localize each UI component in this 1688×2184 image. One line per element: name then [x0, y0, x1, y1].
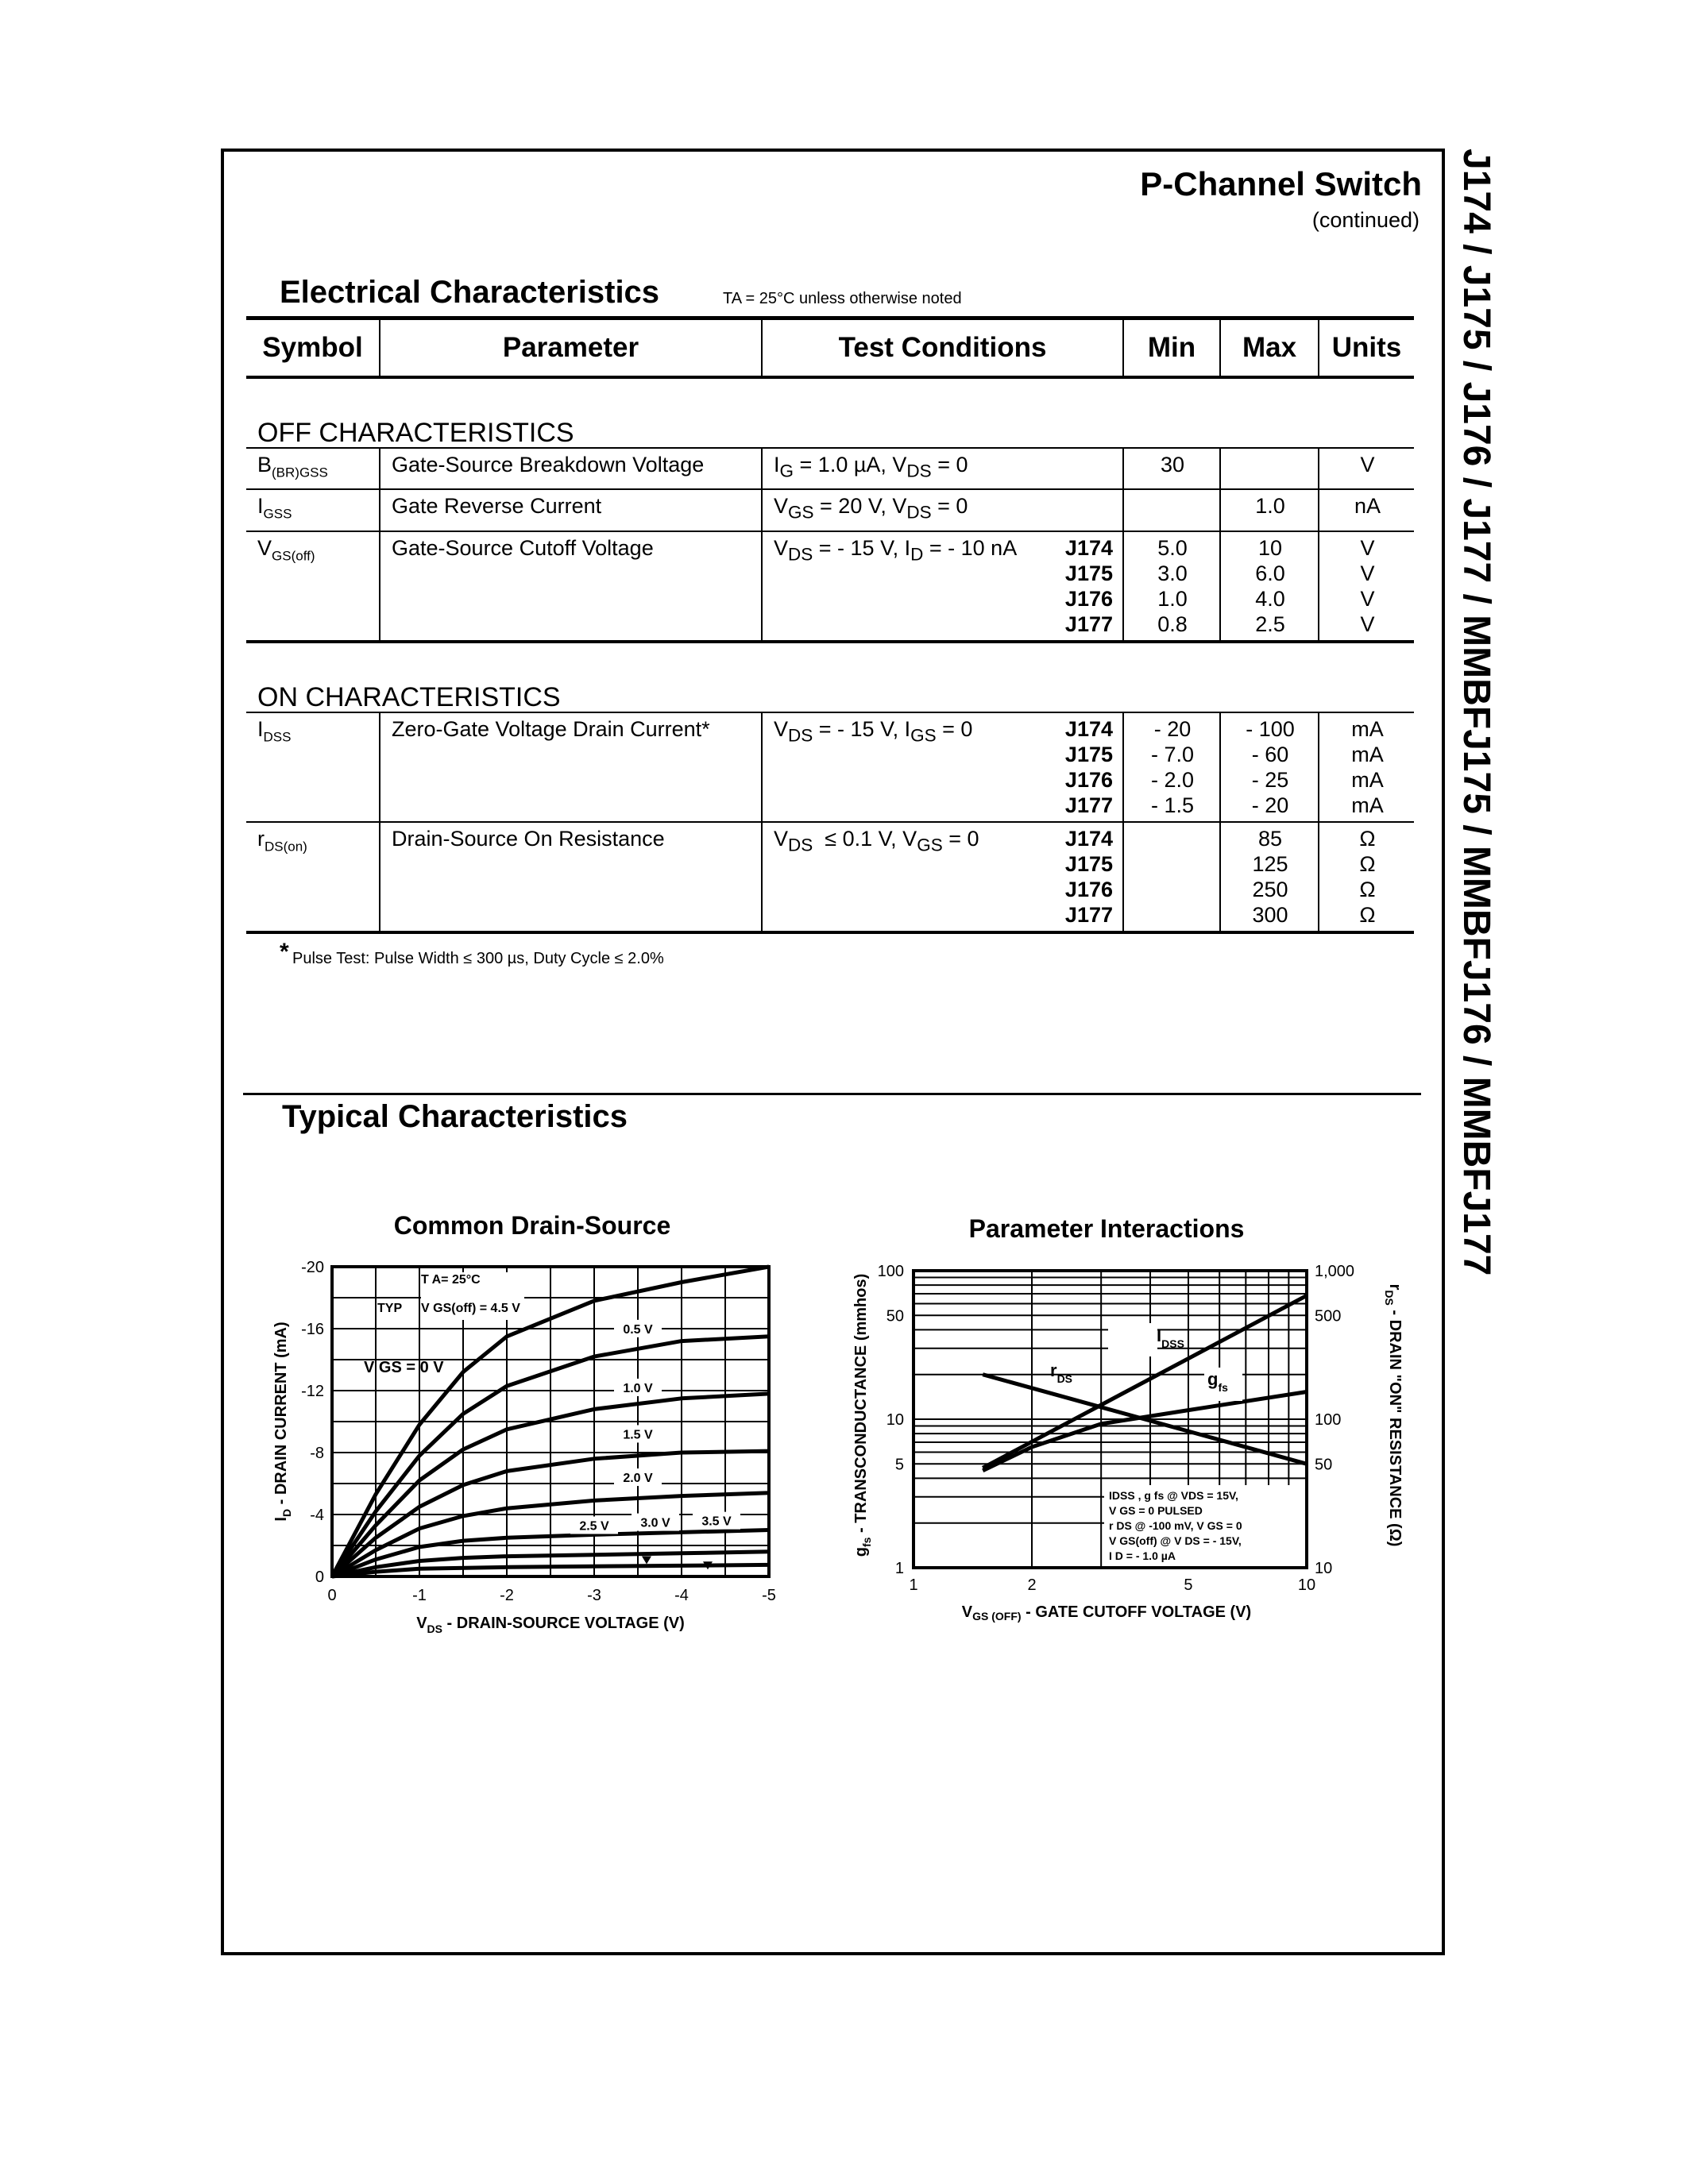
cell-max: - 100 - 60 - 25 - 20	[1220, 712, 1319, 822]
condition-text: $I_G = 1.0$ µA, $V_{DS} = 0$	[774, 453, 968, 481]
on-characteristics-heading	[246, 642, 1414, 712]
footnote: Pulse Test: Pulse Width ≤ 300 µs, Duty Cycle ≤ 2.0%	[292, 950, 664, 967]
condition-text: $V_{DS}$ = - 15 V, $I_D$ = - 10 nA	[774, 535, 1018, 565]
cell-symbol	[246, 822, 380, 932]
cell-parameter: Gate Reverse Current	[380, 489, 762, 531]
cell-max: 85 125 250 300	[1220, 822, 1319, 932]
cell-test-conditions	[762, 822, 1123, 932]
symbol-main: I	[257, 494, 264, 519]
symbol-main: I	[257, 716, 264, 741]
chart1-x-tick: -1	[412, 1587, 427, 1604]
electrical-table	[246, 316, 1414, 934]
cell-parameter: Gate-Source Breakdown Voltage	[380, 448, 762, 489]
col-min: Min	[1123, 318, 1220, 378]
col-units: Units	[1319, 318, 1414, 378]
chart2-condition-line: V GS = 0 PULSED	[1109, 1504, 1203, 1517]
cell-test-conditions	[762, 489, 1123, 531]
page-subtitle: (continued)	[1311, 208, 1420, 232]
chart2-y-tick: 50	[886, 1307, 904, 1325]
on-characteristics-heading-title: ON CHARACTERISTICS	[257, 681, 561, 712]
part-numbers: J174 J175 J176 J177	[1064, 826, 1113, 927]
chart1-x-tick: -2	[500, 1587, 514, 1604]
symbol-subscript: GSS	[263, 506, 292, 522]
table-row	[246, 448, 1414, 489]
chart-common-drain-source	[262, 1207, 802, 1644]
chart1-curve-label: 2.5 V	[579, 1519, 609, 1534]
cell-max: 1.0	[1220, 489, 1319, 531]
chart1-x-tick: -5	[762, 1587, 776, 1604]
cell-parameter: Drain-Source On Resistance	[380, 822, 762, 932]
chart2-y2-axis-label: $r_{DS}$ - DRAIN "ON" RESISTANCE (Ω)	[1383, 1283, 1404, 1547]
chart2-x-tick: 2	[1027, 1576, 1037, 1594]
cell-units: V	[1319, 448, 1414, 489]
chart2-condition-line: V GS(off) @ V DS = - 15V,	[1109, 1534, 1242, 1547]
col-test-conditions: Test Conditions	[762, 318, 1123, 378]
chart1-x-tick: 0	[327, 1587, 337, 1604]
col-symbol: Symbol	[262, 332, 363, 363]
cell-symbol	[246, 489, 380, 531]
chart2-gfs-label: $g_{fs}$	[1207, 1369, 1228, 1394]
chart2-idss-label-bg	[1108, 1323, 1157, 1356]
chart2-y-ticks	[878, 1263, 904, 1577]
off-characteristics-heading	[246, 377, 1414, 448]
cell-max	[1220, 448, 1319, 489]
chart1-vgs0-label: V GS = 0 V	[364, 1359, 444, 1376]
chart1-curve-label: 0.5 V	[623, 1322, 653, 1337]
chart1-curve-label: 1.5 V	[623, 1428, 653, 1442]
chart2-y-axis-label: $g_{fs}$ - TRANSCONDUCTANCE (mmhos)	[852, 1273, 873, 1557]
chart2-y-tick: 1	[894, 1560, 904, 1577]
part-numbers: J174 J175 J176 J177	[1064, 716, 1113, 817]
symbol-subscript: DSS	[263, 729, 292, 745]
table-row	[246, 531, 1414, 642]
chart1-y-tick: 0	[315, 1569, 324, 1586]
symbol-main: r	[257, 826, 265, 851]
chart2-condition-line: I D = - 1.0 µA	[1109, 1549, 1176, 1562]
cell-test-conditions	[762, 531, 1123, 642]
chart1-curve-label: 3.0 V	[640, 1516, 670, 1530]
chart2-x-tick: 5	[1184, 1576, 1193, 1594]
chart2-x-axis-label: $V_{GS (OFF)}$ - GATE CUTOFF VOLTAGE (V)	[961, 1603, 1252, 1623]
chart2-x-tick: 10	[1297, 1576, 1316, 1594]
chart1-y-tick: -8	[310, 1445, 324, 1462]
chart1-y-tick: -20	[301, 1259, 324, 1276]
cell-units: mA mA mA mA	[1319, 712, 1414, 822]
chart1-y-tick: -16	[301, 1321, 324, 1338]
chart1-x-ticks	[327, 1587, 775, 1604]
condition-text: $V_{DS}$ = - 15 V, $I_{GS} = 0$	[774, 716, 973, 746]
chart1-title: Common Drain-Source	[393, 1211, 671, 1240]
chart1-y-ticks	[301, 1259, 324, 1586]
chart1-x-tick: -3	[587, 1587, 601, 1604]
chart1-annotation-typ: TYP	[377, 1302, 403, 1315]
chart2-y-tick: 5	[894, 1456, 904, 1474]
chart2-condition-line: IDSS , g fs @ VDS = 15V,	[1109, 1489, 1238, 1502]
chart1-x-axis-label: $V_{DS}$ - DRAIN-SOURCE VOLTAGE (V)	[416, 1615, 685, 1635]
chart2-y-tick: 10	[886, 1411, 904, 1429]
cell-units: V V V V	[1319, 531, 1414, 642]
chart1-y-tick: -12	[301, 1383, 324, 1400]
table-row	[246, 712, 1414, 822]
typical-heading: Typical Characteristics	[282, 1099, 628, 1134]
cell-min: - 20 - 7.0 - 2.0 - 1.5	[1123, 712, 1220, 822]
chart2-y2-tick: 50	[1315, 1456, 1333, 1474]
chart1-curve-label: 3.5 V	[701, 1515, 732, 1529]
chart-parameter-interactions	[842, 1207, 1430, 1652]
chart2-y2-ticks	[1315, 1263, 1354, 1577]
col-max: Max	[1220, 318, 1319, 378]
chart1-annotation-vgsoff: V GS(off) = 4.5 V	[421, 1302, 520, 1315]
chart2-y2-tick: 10	[1315, 1560, 1333, 1577]
cell-min	[1123, 822, 1220, 932]
chart2-x-tick: 1	[909, 1576, 918, 1594]
chart1-y-axis-label: $I_D$ - DRAIN CURRENT (mA)	[272, 1322, 293, 1522]
side-part-text: J174 / J175 / J176 / J177 / MMBFJ175 / MMBFJ176 / MMBFJ177	[1455, 149, 1497, 1276]
cell-max: 10 6.0 4.0 2.5	[1220, 531, 1319, 642]
chart2-y2-tick: 500	[1315, 1307, 1342, 1325]
chart1-curve-label: 2.0 V	[623, 1472, 653, 1486]
footnote-star: *	[280, 939, 289, 965]
symbol-main: B	[257, 453, 272, 477]
chart1-arrow-marker	[642, 1556, 651, 1564]
cell-min	[1123, 489, 1220, 531]
cell-parameter: Zero-Gate Voltage Drain Current*	[380, 712, 762, 822]
cell-parameter: Gate-Source Cutoff Voltage	[380, 531, 762, 642]
cell-symbol	[246, 448, 380, 489]
chart2-y2-tick: 1,000	[1315, 1263, 1355, 1280]
cell-test-conditions	[762, 712, 1123, 822]
symbol-subscript: (BR)GSS	[272, 465, 328, 480]
col-parameter: Parameter	[380, 318, 762, 378]
chart1-x-tick: -4	[674, 1587, 689, 1604]
symbol-subscript: GS(off)	[272, 548, 315, 564]
part-numbers: J174 J175 J176 J177	[1064, 535, 1113, 636]
condition-text: $V_{GS} = 20$ V, $V_{DS} = 0$	[774, 494, 968, 523]
symbol-subscript: DS(on)	[265, 839, 307, 855]
chart2-y-tick: 100	[877, 1263, 904, 1280]
chart2-idss-label: $I_{DSS}$	[1157, 1325, 1184, 1350]
table-header-row	[246, 318, 1414, 378]
chart1-curve-label: 1.0 V	[623, 1381, 653, 1395]
off-characteristics-heading-title: OFF CHARACTERISTICS	[257, 418, 574, 448]
chart2-y2-tick: 100	[1315, 1411, 1342, 1429]
page-title: P-Channel Switch	[1140, 165, 1422, 203]
section-divider	[243, 1093, 1421, 1095]
side-part-label	[1455, 149, 1498, 1300]
chart2-condition-line: r DS @ -100 mV, V GS = 0	[1109, 1519, 1242, 1532]
symbol-main: V	[257, 535, 272, 560]
cell-test-conditions	[762, 448, 1123, 489]
electrical-note: TA = 25°C unless otherwise noted	[723, 290, 962, 307]
chart2-x-ticks	[909, 1576, 1315, 1594]
chart2-rds-label: $r_{DS}$	[1050, 1360, 1073, 1385]
condition-text: $V_{DS} \le 0.1$ V, $V_{GS} = 0$	[774, 826, 979, 855]
table-row	[246, 489, 1414, 531]
chart1-annotation-ta: T A= 25°C	[421, 1273, 481, 1287]
chart1-y-tick: -4	[310, 1507, 324, 1524]
electrical-heading: Electrical Characteristics	[280, 275, 660, 310]
cell-units: nA	[1319, 489, 1414, 531]
cell-min: 5.0 3.0 1.0 0.8	[1123, 531, 1220, 642]
cell-units: Ω Ω Ω Ω	[1319, 822, 1414, 932]
cell-min: 30	[1123, 448, 1220, 489]
cell-symbol	[246, 712, 380, 822]
table-row	[246, 822, 1414, 932]
cell-symbol	[246, 531, 380, 642]
chart2-title: Parameter Interactions	[968, 1214, 1245, 1243]
